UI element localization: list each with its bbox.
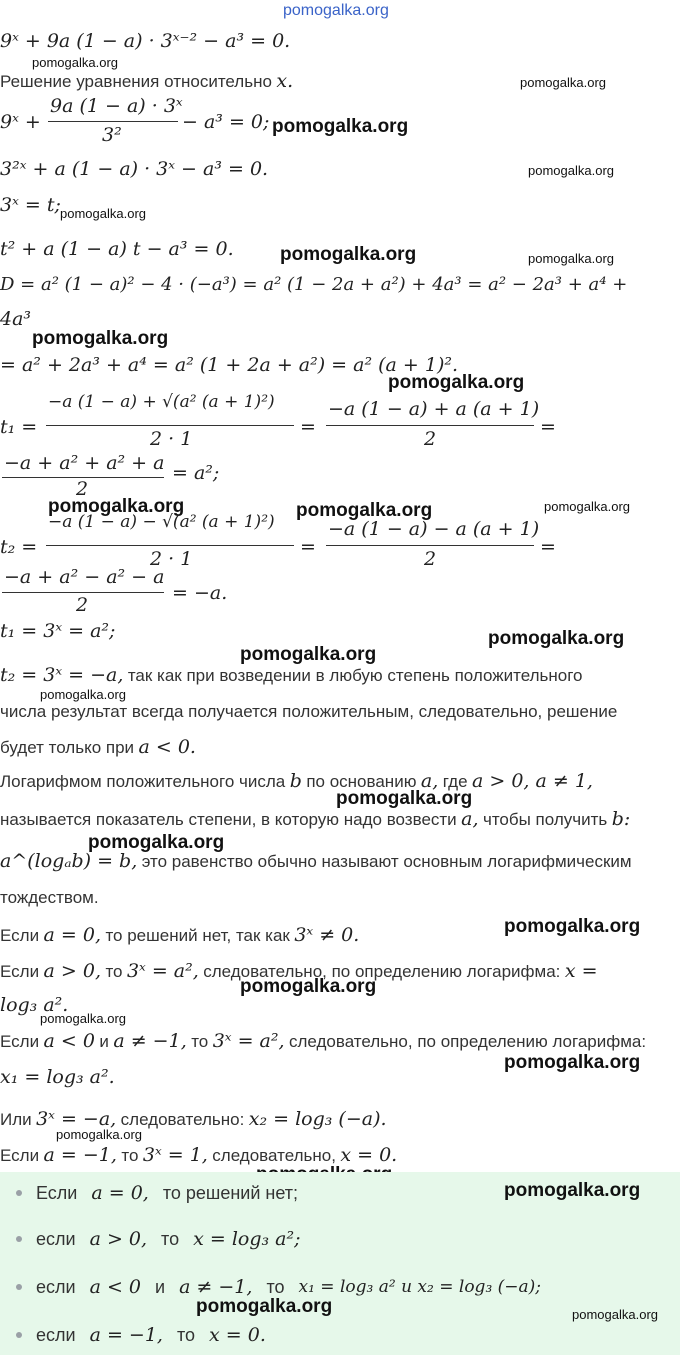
t2-den1: 2 · 1 bbox=[150, 548, 193, 570]
heading-var: x. bbox=[276, 70, 294, 92]
equation-original: 9ˣ + 9a (1 − a) · 3ˣ⁻² − a³ = 0. bbox=[0, 30, 291, 52]
answer-math: x = 0. bbox=[209, 1324, 266, 1346]
identity-text: это равенство обычно называют основным логарифмическим bbox=[141, 852, 632, 871]
heading-text: Решение уравнения относительно bbox=[0, 72, 272, 91]
watermark: pomogalka.org bbox=[240, 644, 377, 665]
answer-text: Если bbox=[36, 1182, 78, 1203]
t1-eq: = bbox=[300, 416, 316, 438]
answer-text: то bbox=[161, 1228, 180, 1249]
case-text: Если bbox=[0, 962, 40, 981]
quadratic-equation: t² + a (1 − a) t − a³ = 0. bbox=[0, 238, 234, 260]
answer-text: то bbox=[266, 1276, 285, 1297]
fraction-bar bbox=[46, 545, 294, 546]
def-var: a, bbox=[420, 770, 439, 792]
def-var: b bbox=[289, 770, 302, 792]
t1-result: = a²; bbox=[172, 462, 220, 484]
case-text: то bbox=[105, 962, 123, 981]
watermark: pomogalka.org bbox=[48, 496, 185, 517]
case-text: то решений нет, так как bbox=[105, 926, 290, 945]
case-text: и bbox=[99, 1032, 109, 1051]
t2-num3: −a + a² − a² − a bbox=[4, 566, 165, 588]
watermark: pomogalka.org bbox=[196, 1296, 333, 1317]
answer-text: если bbox=[36, 1324, 76, 1345]
watermark: pomogalka.org bbox=[528, 163, 614, 178]
identity-cont: тождеством. bbox=[0, 888, 99, 907]
answer-item bbox=[16, 1324, 266, 1346]
def-var: b: bbox=[611, 808, 631, 830]
case-a-positive bbox=[0, 960, 598, 982]
t1-num2: −a (1 − a) + a (a + 1) bbox=[328, 398, 540, 420]
t1-den3: 2 bbox=[76, 478, 89, 500]
case-text: Если bbox=[0, 1146, 40, 1165]
answer-text: и bbox=[155, 1276, 166, 1297]
case-text: следовательно, по определению логарифма: bbox=[288, 1032, 647, 1051]
watermark: pomogalka.org bbox=[32, 55, 118, 70]
answer-item bbox=[16, 1228, 301, 1250]
case-a-zero bbox=[0, 924, 359, 946]
def-text: называется показатель степени, в которую надо возвести bbox=[0, 810, 457, 829]
case-math: a > 0, bbox=[43, 960, 101, 982]
case-text: то bbox=[121, 1146, 139, 1165]
eq3-right: − a³ = 0; bbox=[182, 111, 270, 133]
watermark: pomogalka.org bbox=[296, 500, 433, 521]
case-math: 3ˣ = a², bbox=[126, 960, 199, 982]
answer-text: то решений нет; bbox=[162, 1182, 299, 1203]
case-text: следовательно: bbox=[120, 1110, 245, 1129]
x1-result: x₁ = log₃ a². bbox=[0, 1066, 115, 1088]
t2-result: = −a. bbox=[172, 582, 228, 604]
answer-math: a = 0, bbox=[91, 1182, 149, 1204]
eq3-numerator: 9a (1 − a) · 3ˣ bbox=[50, 95, 183, 117]
def-var: a, bbox=[461, 808, 479, 830]
case-text: то bbox=[191, 1032, 209, 1051]
def-text: по основанию bbox=[306, 772, 417, 791]
t2-eq2: = bbox=[540, 536, 556, 558]
log-definition bbox=[0, 770, 593, 792]
t2-num1: −a (1 − a) − √(a² (a + 1)²) bbox=[48, 512, 275, 532]
log-identity bbox=[0, 850, 632, 872]
fraction-bar bbox=[2, 592, 164, 593]
t1-value: t₁ = 3ˣ = a²; bbox=[0, 620, 116, 642]
watermark: pomogalka.org bbox=[32, 328, 169, 349]
watermark: pomogalka.org bbox=[88, 832, 225, 853]
answer-box bbox=[0, 1172, 680, 1355]
t2-den2: 2 bbox=[424, 548, 437, 570]
t2-lhs: t₂ = bbox=[0, 536, 38, 558]
condition-text: будет только при bbox=[0, 738, 135, 757]
condition-line bbox=[0, 736, 196, 758]
watermark: pomogalka.org bbox=[528, 251, 614, 266]
discriminant-cont: 4a³ bbox=[0, 308, 32, 330]
t1-den2: 2 bbox=[424, 428, 437, 450]
log-definition-cont bbox=[0, 808, 630, 830]
answer-text: если bbox=[36, 1276, 76, 1297]
case-math: a = 0, bbox=[43, 924, 101, 946]
watermark: pomogalka.org bbox=[336, 788, 473, 809]
bullet-icon bbox=[16, 1332, 22, 1338]
case-math: x₂ = log₃ (−a). bbox=[248, 1108, 387, 1130]
x2-line bbox=[0, 1108, 387, 1130]
def-text: Логарифмом положительного числа bbox=[0, 772, 286, 791]
watermark: pomogalka.org bbox=[40, 1011, 126, 1026]
case-a-minus-one bbox=[0, 1144, 397, 1166]
case-text: Если bbox=[0, 926, 40, 945]
answer-item bbox=[16, 1276, 541, 1298]
def-text: где bbox=[442, 772, 468, 791]
watermark: pomogalka.org bbox=[240, 976, 377, 997]
watermark: pomogalka.org bbox=[60, 206, 146, 221]
t2-den3: 2 bbox=[76, 594, 89, 616]
watermark: pomogalka.org bbox=[56, 1127, 142, 1142]
condition-math: a < 0. bbox=[138, 736, 196, 758]
identity-math: a^(logₐb) = b, bbox=[0, 850, 138, 872]
discriminant: D = a² (1 − a)² − 4 · (−a³) = a² (1 − 2a + a²) + 4a³ = a² − 2a³ + a⁴ + bbox=[0, 274, 628, 295]
def-condition: a > 0, a ≠ 1, bbox=[472, 770, 593, 792]
watermark: pomogalka.org bbox=[283, 2, 389, 19]
answer-math: a < 0 bbox=[89, 1276, 141, 1298]
case-a-positive-result: log₃ a². bbox=[0, 994, 69, 1016]
case-text: Или bbox=[0, 1110, 32, 1129]
answer-math: x = log₃ a²; bbox=[193, 1228, 301, 1250]
bullet-icon bbox=[16, 1190, 22, 1196]
t2-explanation bbox=[0, 664, 583, 686]
watermark: pomogalka.org bbox=[388, 372, 525, 393]
answer-math: x₁ = log₃ a² и x₂ = log₃ (−a); bbox=[298, 1277, 542, 1297]
watermark: pomogalka.org bbox=[280, 244, 417, 265]
case-math: 3ˣ = −a, bbox=[36, 1108, 117, 1130]
answer-math: a = −1, bbox=[89, 1324, 163, 1346]
t1-lhs: t₁ = bbox=[0, 416, 38, 438]
case-math: 3ˣ = 1, bbox=[142, 1144, 208, 1166]
case-math: x = 0. bbox=[340, 1144, 398, 1166]
answer-text: то bbox=[176, 1324, 196, 1345]
fraction-bar bbox=[326, 425, 534, 426]
explanation-text: так как при возведении в любую степень положительного bbox=[127, 666, 583, 685]
eq3-left: 9ˣ + bbox=[0, 111, 41, 133]
case-math: 3ˣ ≠ 0. bbox=[294, 924, 360, 946]
watermark: pomogalka.org bbox=[272, 116, 409, 137]
case-math: a < 0 bbox=[43, 1030, 95, 1052]
watermark: pomogalka.org bbox=[40, 687, 126, 702]
t1-eq2: = bbox=[540, 416, 556, 438]
t1-num1: −a (1 − a) + √(a² (a + 1)²) bbox=[48, 392, 275, 412]
case-math: a ≠ −1, bbox=[113, 1030, 187, 1052]
watermark: pomogalka.org bbox=[572, 1307, 658, 1322]
bullet-icon bbox=[16, 1236, 22, 1242]
t2-eq: = bbox=[300, 536, 316, 558]
watermark: pomogalka.org bbox=[504, 1180, 641, 1201]
case-math: 3ˣ = a², bbox=[212, 1030, 285, 1052]
case-text: следовательно, bbox=[212, 1146, 336, 1165]
answer-math: a > 0, bbox=[89, 1228, 148, 1250]
watermark: pomogalka.org bbox=[544, 499, 630, 514]
t2-value: t₂ = 3ˣ = −a, bbox=[0, 664, 124, 686]
t2-num2: −a (1 − a) − a (a + 1) bbox=[328, 518, 540, 540]
watermark: pomogalka.org bbox=[520, 75, 606, 90]
case-text: Если bbox=[0, 1032, 40, 1051]
answer-text: если bbox=[36, 1228, 76, 1249]
equation-step4: 3²ˣ + a (1 − a) · 3ˣ − a³ = 0. bbox=[0, 158, 269, 180]
case-a-negative bbox=[0, 1030, 646, 1052]
watermark: pomogalka.org bbox=[504, 916, 641, 937]
answer-item bbox=[16, 1182, 298, 1204]
fraction-bar bbox=[326, 545, 534, 546]
fraction-bar bbox=[46, 425, 294, 426]
watermark: pomogalka.org bbox=[488, 628, 625, 649]
case-math: a = −1, bbox=[43, 1144, 117, 1166]
case-math: x = bbox=[564, 960, 598, 982]
explanation-cont: числа результат всегда получается положительным, следовательно, решение bbox=[0, 702, 618, 721]
fraction-bar bbox=[48, 121, 178, 122]
def-text: чтобы получить bbox=[482, 810, 608, 829]
eq3-denominator: 3² bbox=[102, 124, 122, 146]
answer-math: a ≠ −1, bbox=[179, 1276, 253, 1298]
t1-den1: 2 · 1 bbox=[150, 428, 193, 450]
substitution: 3ˣ = t; bbox=[0, 194, 61, 216]
bullet-icon bbox=[16, 1284, 22, 1290]
discriminant-simplified: = a² + 2a³ + a⁴ = a² (1 + 2a + a²) = a² (a + 1)². bbox=[0, 354, 459, 376]
watermark: pomogalka.org bbox=[504, 1052, 641, 1073]
t1-num3: −a + a² + a² + a bbox=[4, 452, 165, 474]
case-text: следовательно, по определению логарифма: bbox=[203, 962, 561, 981]
solution-heading bbox=[0, 70, 293, 92]
